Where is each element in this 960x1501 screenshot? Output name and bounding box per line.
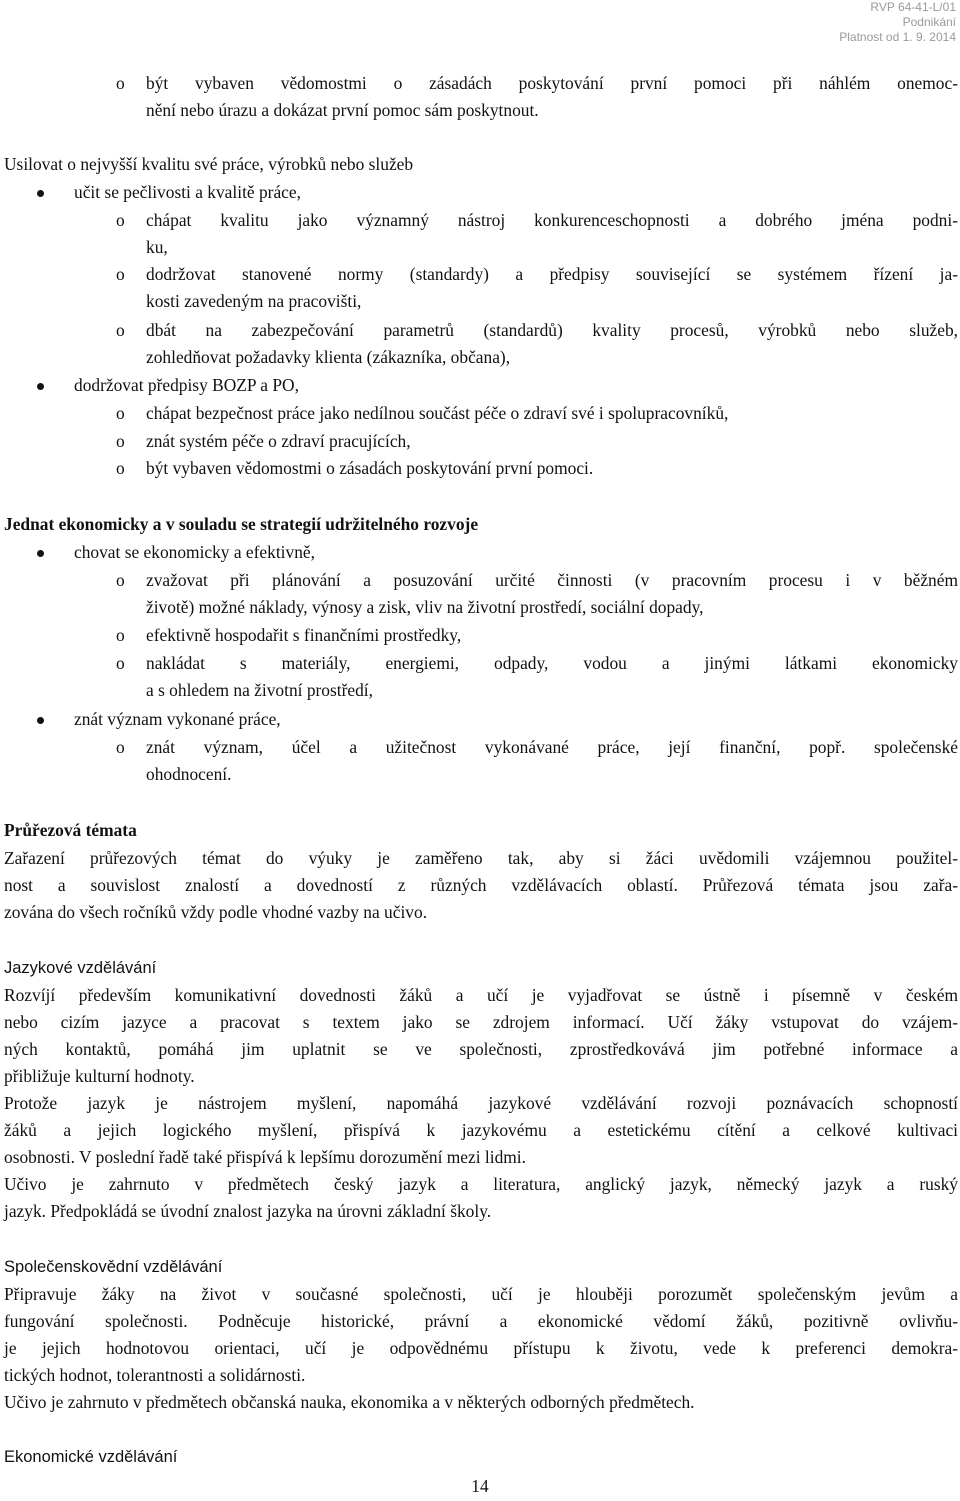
- sub-bullet-marker: o: [116, 653, 125, 673]
- header-validity: Platnost od 1. 9. 2014: [839, 30, 956, 44]
- sub-bullet-marker: o: [116, 73, 125, 93]
- section-heading: Jednat ekonomicky a v souladu se strategií udržitelného rozvoje: [4, 514, 479, 534]
- paragraph-line: nost a souvislost znalostí a dovedností z různých vzdělávacích oblastí. Průřezová témata jsou zařa-: [4, 875, 958, 895]
- sub-item-line: chápat kvalitu jako významný nástroj konkurenceschopnosti a dobrého jména podni-: [146, 210, 958, 230]
- sub-item-line: kosti zavedeným na pracovišti,: [146, 291, 362, 311]
- bullet-marker: [37, 550, 44, 557]
- paragraph-line: žáků a jejich logického myšlení, přispívá k jazykovému a estetickému cítění a celkové kultivaci: [4, 1120, 958, 1140]
- sub-bullet-marker: o: [116, 320, 125, 340]
- sub-item-line: ku,: [146, 237, 168, 257]
- paragraph-line: Učivo je zahrnuto v předmětech český jazyk a literatura, anglický jazyk, německý jazyk a ruský: [4, 1174, 958, 1194]
- sub-bullet-marker: o: [116, 264, 125, 284]
- paragraph-line: Učivo je zahrnuto v předmětech občanská nauka, ekonomika a v některých odborných předmětech.: [4, 1392, 695, 1412]
- paragraph-line: Protože jazyk je nástrojem myšlení, napomáhá jazykové vzdělávání rozvoji poznávacích schopností: [4, 1093, 958, 1113]
- bullet-marker: [37, 717, 44, 724]
- sub-bullet-marker: o: [116, 737, 125, 757]
- sub-bullet-marker: o: [116, 403, 125, 423]
- bullet-item: dodržovat předpisy BOZP a PO,: [74, 375, 299, 395]
- bullet-marker: [37, 383, 44, 390]
- sub-item-line: ohodnocení.: [146, 764, 232, 784]
- sub-item-line: životě) možné náklady, výnosy a zisk, vliv na životní prostředí, sociální dopady,: [146, 597, 704, 617]
- sub-bullet-marker: o: [116, 625, 125, 645]
- subsection-heading: Jazykové vzdělávání: [4, 959, 157, 977]
- document-header: [839, 0, 956, 45]
- paragraph-line: nebo cizím jazyce a pracovat s textem jako se zdrojem informací. Učí žáky vstupovat do vzájem-: [4, 1012, 958, 1032]
- sub-item-line: zvažovat při plánování a posuzování určité činnosti (v pracovním procesu i v běžném: [146, 570, 958, 590]
- sub-bullet-marker: o: [116, 431, 125, 451]
- paragraph-line: tických hodnot, tolerantnosti a solidárnosti.: [4, 1365, 306, 1385]
- paragraph-line: je jejich hodnotovou orientaci, učí je odpovědnému přístupu k životu, vede k preferenci demokra-: [4, 1338, 958, 1358]
- sub-item-line: nění nebo úrazu a dokázat první pomoc sám poskytnout.: [146, 100, 539, 120]
- sub-item: znát systém péče o zdraví pracujících,: [146, 431, 411, 451]
- header-field: Podnikání: [902, 15, 956, 29]
- bullet-item: chovat se ekonomicky a efektivně,: [74, 542, 315, 562]
- sub-item: být vybaven vědomostmi o zásadách poskytování první pomoci.: [146, 458, 594, 478]
- section-heading: Usilovat o nejvyšší kvalitu své práce, výrobků nebo služeb: [4, 154, 414, 174]
- sub-item-line: nakládat s materiály, energiemi, odpady, vodou a jinými látkami ekonomicky: [146, 653, 958, 673]
- paragraph-line: Rozvíjí především komunikativní dovednosti žáků a učí je vyjadřovat se ústně i písemně v českém: [4, 985, 958, 1005]
- subsection-heading: Ekonomické vzdělávání: [4, 1448, 178, 1466]
- paragraph-line: osobnosti. V poslední řadě také přispívá k lepšímu dorozumění mezi lidmi.: [4, 1147, 526, 1167]
- bullet-item: znát význam vykonané práce,: [74, 709, 281, 729]
- page-number: 14: [471, 1476, 489, 1496]
- paragraph-line: ných kontaktů, pomáhá jim uplatnit se ve společnosti, zprostředkovává jim potřebné informace a: [4, 1039, 958, 1059]
- bullet-marker: [37, 190, 44, 197]
- sub-bullet-marker: o: [116, 458, 125, 478]
- sub-item-line: být vybaven vědomostmi o zásadách poskytování první pomoci při náhlém onemoc-: [146, 73, 958, 93]
- paragraph-line: Zařazení průřezových témat do výuky je zaměřeno tak, aby si žáci uvědomili vzájemnou použitel-: [4, 848, 958, 868]
- sub-item-line: a s ohledem na životní prostředí,: [146, 680, 373, 700]
- paragraph-line: fungování společnosti. Podněcuje historické, právní a ekonomické vědomí žáků, pozitivně ovlivňu-: [4, 1311, 958, 1331]
- sub-bullet-marker: o: [116, 210, 125, 230]
- sub-item-line: dodržovat stanovené normy (standardy) a předpisy související se systémem řízení ja-: [146, 264, 958, 284]
- paragraph-line: zována do všech ročníků vždy podle vhodné vazby na učivo.: [4, 902, 428, 922]
- subsection-heading: Společenskovědní vzdělávání: [4, 1258, 223, 1276]
- section-heading: Průřezová témata: [4, 820, 137, 840]
- paragraph-line: jazyk. Předpokládá se úvodní znalost jazyka na úrovni základní školy.: [4, 1201, 492, 1221]
- sub-bullet-marker: o: [116, 570, 125, 590]
- paragraph-line: přibližuje kulturní hodnoty.: [4, 1066, 195, 1086]
- sub-item-line: zohledňovat požadavky klienta (zákazníka, občana),: [146, 347, 511, 367]
- sub-item-line: znát význam, účel a užitečnost vykonávané práce, její finanční, popř. společenské: [146, 737, 958, 757]
- paragraph-line: Připravuje žáky na život v současné společnosti, učí je hlouběji porozumět společenským jevům a: [4, 1284, 958, 1304]
- sub-item: efektivně hospodařit s finančními prostředky,: [146, 625, 462, 645]
- bullet-item: učit se pečlivosti a kvalitě práce,: [74, 182, 301, 202]
- header-code: RVP 64-41-L/01: [870, 0, 956, 14]
- sub-item: chápat bezpečnost práce jako nedílnou součást péče o zdraví své i spolupracovníků,: [146, 403, 729, 423]
- sub-item-line: dbát na zabezpečování parametrů (standardů) kvality procesů, výrobků nebo služeb,: [146, 320, 958, 340]
